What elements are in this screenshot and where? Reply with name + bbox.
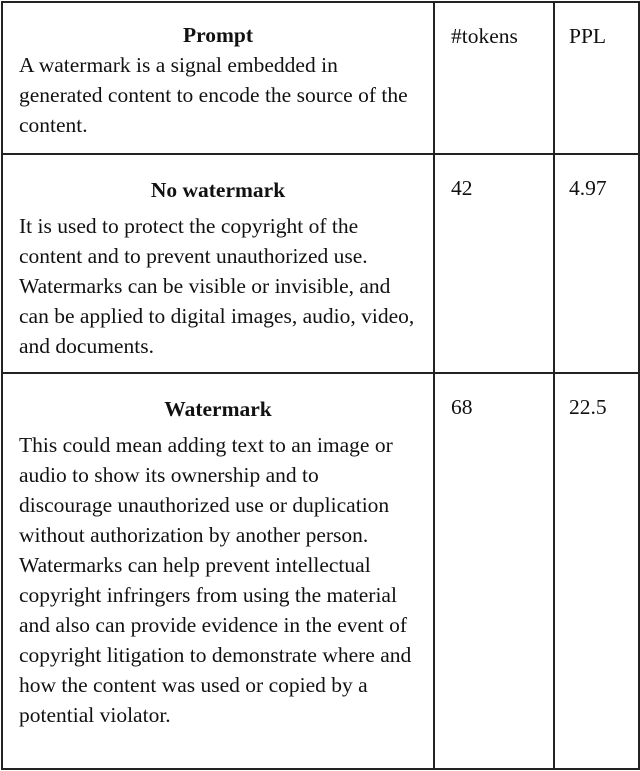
watermark-tokens-cell (434, 373, 554, 769)
tokens-header-cell (434, 2, 554, 154)
no-watermark-ppl-cell (554, 154, 639, 373)
watermark-cell (2, 373, 434, 769)
watermark-ppl-cell (554, 373, 639, 769)
no-watermark-label: No watermark (150, 178, 286, 202)
no-watermark-text: It is used to protect the copyright of the content and to prevent unauthorized use. Watermarks can be visible or invisible, and can be applied to digital images, audio, video, and documents. (19, 214, 415, 358)
prompt-header: Prompt (182, 23, 254, 47)
watermark-comparison-table (1, 1, 640, 770)
prompt-text: A watermark is a signal embedded in generated content to encode the source of the content. (19, 53, 408, 137)
watermark-label: Watermark (164, 397, 272, 421)
watermark-tokens: 68 (451, 395, 473, 419)
prompt-row (2, 2, 639, 154)
table-row-no-watermark (2, 154, 639, 373)
table-row-watermark (2, 373, 639, 769)
watermark-text: This could mean adding text to an image or audio to show its ownership and to discourage unauthorized use or duplication without authorization by another person. Watermarks can help prevent intellectual copyright infringers from using the material and also can provide evidence in the event of copyright litigation to demonstrate where and how the content was used or copied by a potential violator. (19, 433, 412, 727)
tokens-header: #tokens (451, 24, 518, 48)
watermark-ppl: 22.5 (569, 395, 607, 419)
prompt-cell (2, 2, 434, 154)
no-watermark-ppl: 4.97 (569, 176, 607, 200)
ppl-header-cell (554, 2, 639, 154)
no-watermark-cell (2, 154, 434, 373)
ppl-header: PPL (569, 24, 607, 48)
no-watermark-tokens-cell (434, 154, 554, 373)
no-watermark-tokens: 42 (451, 176, 473, 200)
